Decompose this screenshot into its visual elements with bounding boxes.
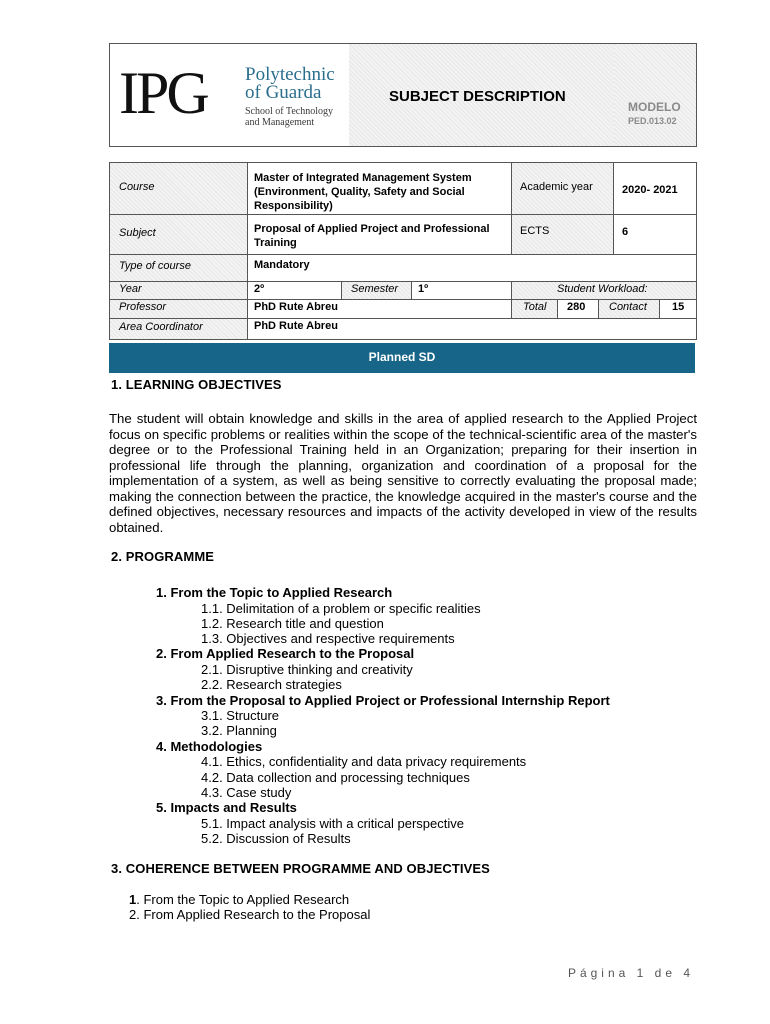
programme-topic: 1. From the Topic to Applied Research <box>156 585 393 600</box>
subject-value: Proposal of Applied Project and Professional Training <box>254 223 490 249</box>
modelo-code: PED.013.02 <box>628 116 677 126</box>
logo-sub-1: School of Technology <box>245 106 333 117</box>
ects-value: 6 <box>622 226 629 238</box>
coordinator-label-cell <box>109 319 248 340</box>
professor-label-cell <box>109 300 248 319</box>
programme-subtopic: 3.2. Planning <box>201 723 277 738</box>
total-value: 280 <box>567 301 586 313</box>
document-header <box>109 43 697 147</box>
programme-subtopic: 5.2. Discussion of Results <box>201 831 351 846</box>
programme-subtopic: 5.1. Impact analysis with a critical perspective <box>201 816 464 831</box>
contact-label: Contact <box>609 301 647 313</box>
modelo-cell <box>614 44 696 146</box>
academic-year-label: Academic year <box>520 181 593 193</box>
programme-subtopic: 4.2. Data collection and processing techniques <box>201 770 470 785</box>
workload-header-cell <box>512 281 697 300</box>
programme-topic: 4. Methodologies <box>156 739 263 754</box>
total-value-cell <box>558 300 599 319</box>
type-label: Type of course <box>119 260 191 272</box>
year-value: 2º <box>254 283 265 295</box>
subject-label: Subject <box>119 227 156 239</box>
logo-subtitle <box>245 106 333 128</box>
coherence-item-number: 1 <box>129 892 137 907</box>
coherence-item: 2. From Applied Research to the Proposal <box>129 907 371 922</box>
type-value: Mandatory <box>254 259 310 271</box>
modelo-label: MODELO <box>628 100 681 114</box>
academic-year-label-cell <box>512 162 614 215</box>
academic-year-value-cell <box>614 162 697 215</box>
logo-cell <box>110 44 350 146</box>
academic-year-value: 2020- 2021 <box>622 184 678 196</box>
ipg-logo: IPG <box>119 60 207 126</box>
coherence-item-text: . From the Topic to Applied Research <box>136 892 350 907</box>
coordinator-value: PhD Rute Abreu <box>254 320 338 332</box>
coherence-heading: 3. COHERENCE BETWEEN PROGRAMME AND OBJECTIVES <box>111 861 490 876</box>
course-value-cell <box>248 162 512 215</box>
programme-subtopic: 4.1. Ethics, confidentiality and data privacy requirements <box>201 754 527 769</box>
programme-subtopic: 1.2. Research title and question <box>201 616 384 631</box>
ects-label-cell <box>512 215 614 255</box>
planned-sd-banner: Planned SD <box>109 343 695 373</box>
logo-line-2: of Guarda <box>245 82 322 103</box>
type-value-cell <box>248 255 697 281</box>
coordinator-label: Area Coordinator <box>119 321 203 333</box>
subject-value-cell <box>248 215 512 255</box>
contact-label-cell <box>599 300 660 319</box>
document-title: SUBJECT DESCRIPTION <box>389 88 566 105</box>
type-label-cell <box>109 255 248 281</box>
programme-subtopic: 3.1. Structure <box>201 708 280 723</box>
professor-label: Professor <box>119 301 167 313</box>
coherence-item <box>129 892 349 907</box>
programme-subtopic: 1.1. Delimitation of a problem or specific realities <box>201 601 481 616</box>
semester-value-cell <box>412 281 512 300</box>
programme-topic: 5. Impacts and Results <box>156 800 297 815</box>
programme-subtopic: 4.3. Case study <box>201 785 292 800</box>
programme-topic: 2. From Applied Research to the Proposal <box>156 646 415 661</box>
course-label-cell <box>109 162 248 215</box>
contact-value-cell <box>660 300 697 319</box>
programme-topic: 3. From the Proposal to Applied Project or Professional Internship Report <box>156 693 610 708</box>
total-label: Total <box>523 301 547 313</box>
year-value-cell <box>248 281 342 300</box>
subject-label-cell <box>109 215 248 255</box>
learning-objectives-heading: 1. LEARNING OBJECTIVES <box>111 377 282 392</box>
programme-subtopic: 2.2. Research strategies <box>201 677 342 692</box>
ects-value-cell <box>614 215 697 255</box>
contact-value: 15 <box>672 301 685 313</box>
year-label: Year <box>119 283 142 295</box>
professor-value: PhD Rute Abreu <box>254 301 338 313</box>
programme-subtopic: 2.1. Disruptive thinking and creativity <box>201 662 413 677</box>
year-label-cell <box>109 281 248 300</box>
programme-subtopic: 1.3. Objectives and respective requirements <box>201 631 455 646</box>
logo-line-1: Polytechnic <box>245 64 335 85</box>
professor-value-cell <box>248 300 512 319</box>
programme-heading: 2. PROGRAMME <box>111 549 215 564</box>
logo-sub-2: and Management <box>245 117 315 128</box>
workload-label: Student Workload: <box>557 283 648 295</box>
semester-label: Semester <box>351 283 399 295</box>
course-label: Course <box>119 181 155 193</box>
learning-objectives-text: The student will obtain knowledge and skills in the area of applied research to the Applied Project focus on specific problems or realities within the scope of the technical-scientific area of the master's degree or to the Professional Training held in an Organization; preparing for their insertion in professional life through the planning, organization and coordination of a proposal for the implementation of a system, as well as being sensitive to correctly evaluating the proposal made; making the connection between the practice, the knowledge acquired in the master's course and the defined objectives, necessary resources and impacts of the activity developed in view of the results obtained. <box>109 411 697 535</box>
semester-value: 1º <box>418 283 429 295</box>
total-label-cell <box>512 300 558 319</box>
semester-label-cell <box>342 281 412 300</box>
logo-wordmark <box>245 66 335 102</box>
coordinator-value-cell <box>248 319 697 340</box>
ects-label: ECTS <box>520 225 550 237</box>
course-value: Master of Integrated Management System (Environment, Quality, Safety and Social Responsibility) <box>254 172 472 212</box>
title-cell <box>349 44 615 146</box>
page-number: Página 1 de 4 <box>567 966 694 980</box>
